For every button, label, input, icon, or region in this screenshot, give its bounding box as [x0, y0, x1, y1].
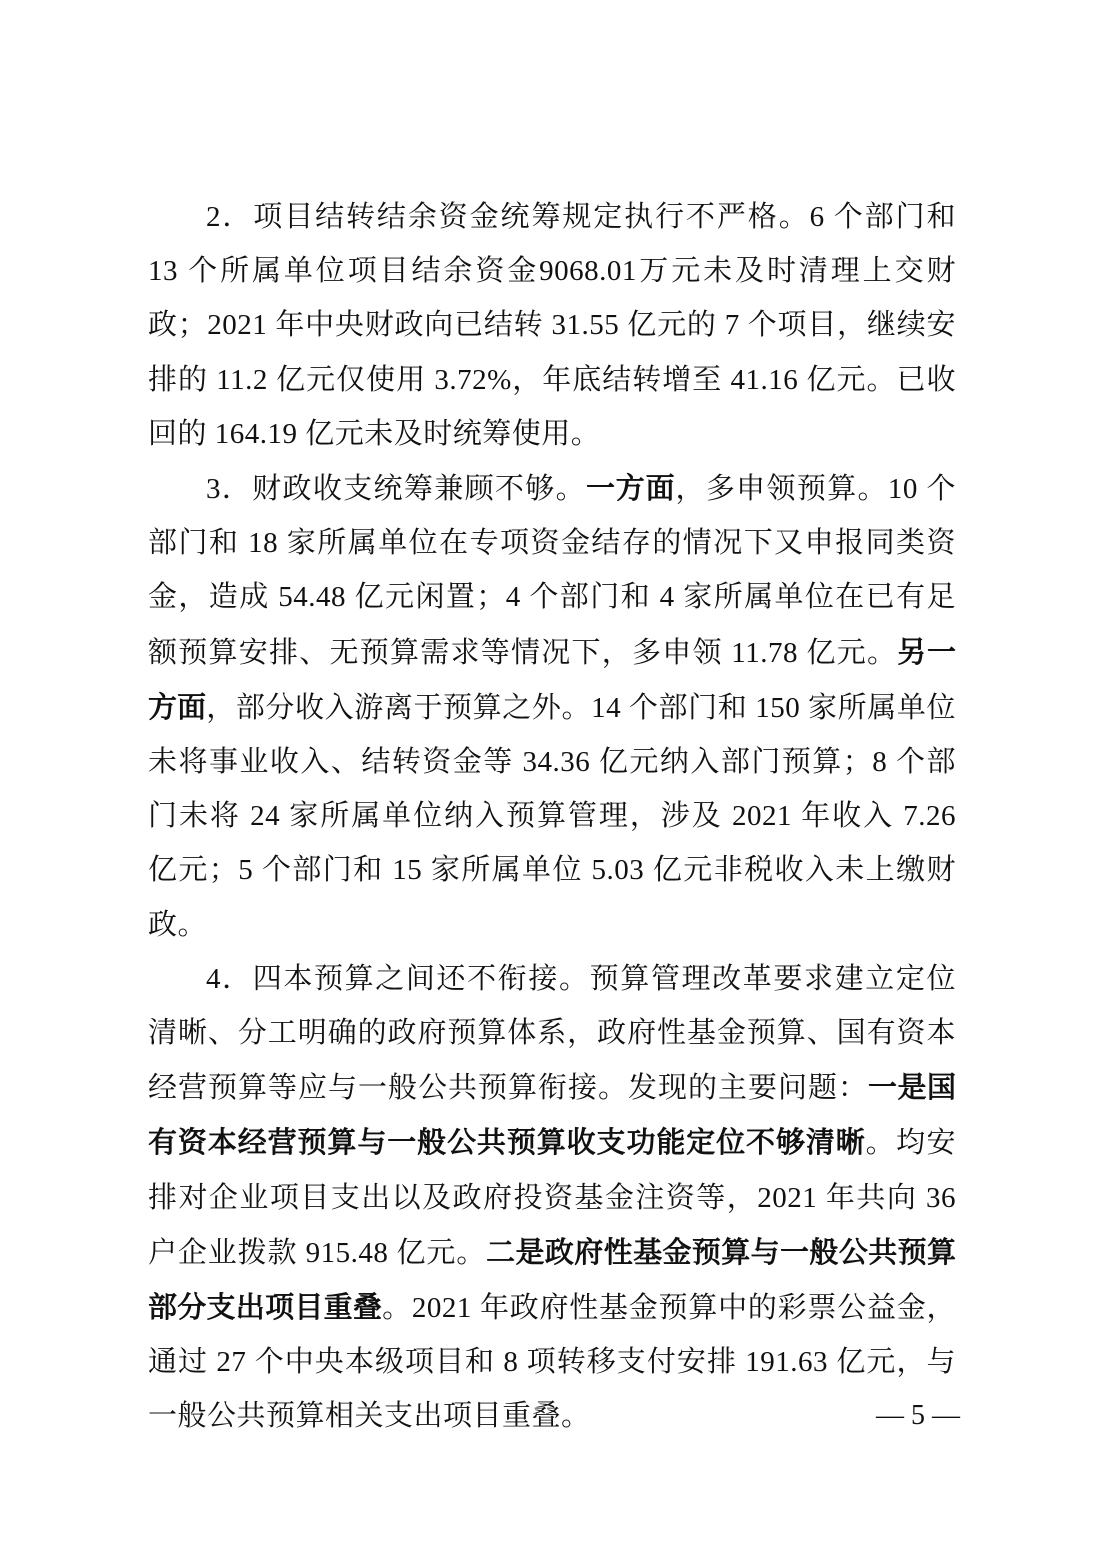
- paragraph-text: ，部分收入游离于预算之外。14 个部门和 150 家所属单位未将事业收入、结转资金等 34.36 亿元纳入部门预算；8 个部门未将 24 家所属单位纳入预算管理，涉及 2021 年收入 7.26 亿元；5 个部门和 15 家所属单位 5.03 亿元非税收入未上缴财政。: [148, 691, 956, 941]
- paragraph-item-4: [148, 952, 956, 1444]
- document-body: [148, 190, 956, 1444]
- page-number: — 5 —: [876, 1400, 960, 1431]
- paragraph-text: 。均安排对企业项目支出以及政府投资基金注资等，2021 年共向 36 户企业拨款 915.48 亿元。: [148, 1127, 956, 1269]
- paragraph-item-2: [148, 190, 956, 461]
- paragraph-text: 。2021 年政府性基金预算中的彩票公益金，通过 27 个中央本级项目和 8 项转移支付安排 191.63 亿元，与一般公共预算相关支出项目重叠。: [148, 1292, 956, 1433]
- paragraph-text: ，多申领预算。10 个部门和 18 家所属单位在专项资金结存的情况下又申报同类资金，造成 54.48 亿元闲置；4 个部门和 4 家所属单位在已有足额预算安排、无预算需求等情况下，多申领 11.78 亿元。: [148, 473, 956, 669]
- paragraph-item-3: [148, 461, 956, 952]
- emphasis-problem-two: 二是政府性基金预算与一般公共预算部分支出项目重叠: [148, 1234, 956, 1325]
- emphasis-problem-one: 一是国有资本经营预算与一般公共预算收支功能定位不够清晰: [148, 1070, 956, 1160]
- emphasis-on-other-hand: 另一方面: [148, 634, 956, 724]
- emphasis-on-one-hand: 一方面: [585, 471, 676, 506]
- paragraph-heading-text: 4．四本预算之间还不衔接。预算管理改革要求建立定位清晰、分工明确的政府预算体系，政府性基金预算、国有资本经营预算等应与一般公共预算衔接。发现的主要问题：: [148, 962, 956, 1105]
- paragraph-text: 2．项目结转结余资金统筹规定执行不严格。6 个部门和 13 个所属单位项目结余资金9068.01万元未及时清理上交财政；2021 年中央财政向已结转 31.55 亿元的 7 个项目，继续安排的 11.2 亿元仅使用 3.72%，年底结转增至 41.16 亿元。已收回的 164.19 亿元未及时统筹使用。: [148, 201, 956, 450]
- paragraph-heading-text: 3．财政收支统筹兼顾不够。: [206, 473, 586, 506]
